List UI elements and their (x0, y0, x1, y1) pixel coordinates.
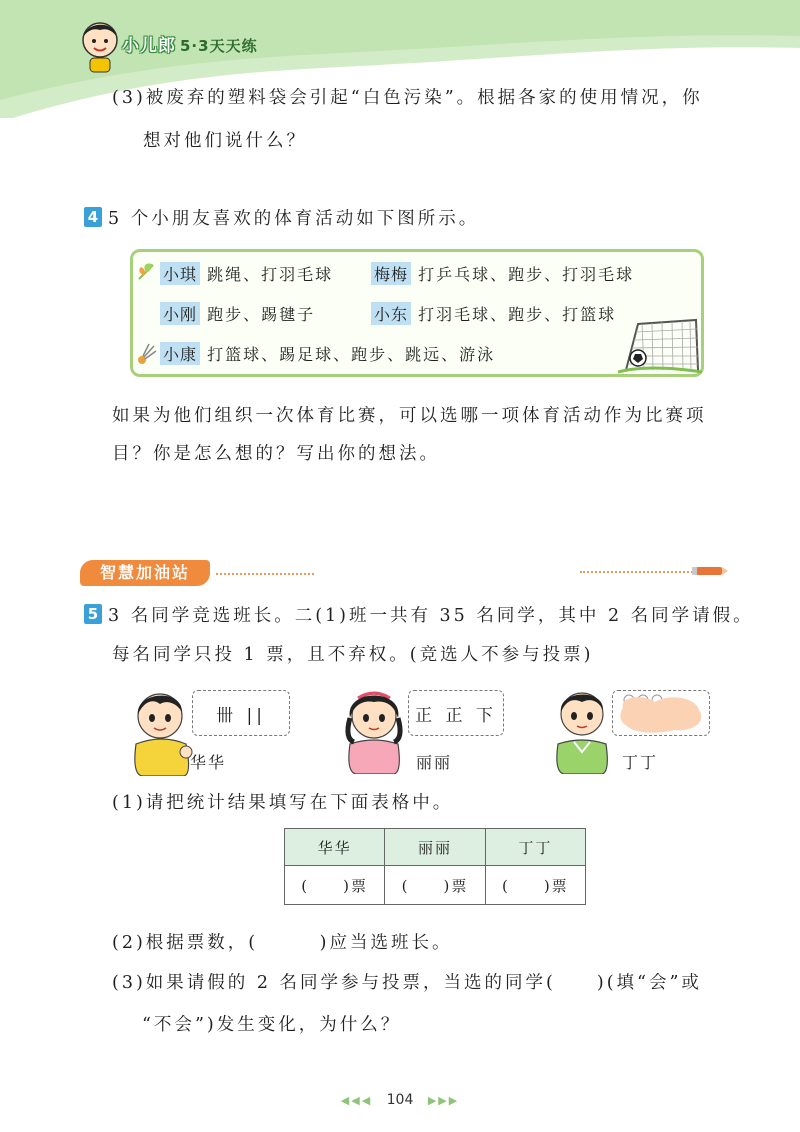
girl-lili-illustration (336, 682, 412, 774)
table-header-cell: 华华 (285, 829, 385, 866)
table-header-cell: 丁丁 (485, 829, 585, 866)
q3-part3-line1: (3)被废弃的塑料袋会引起“白色污染”。根据各家的使用情况，你 (112, 88, 703, 108)
page-number: 104 (386, 1092, 414, 1108)
section-banner: 智慧加油站 (80, 560, 210, 586)
vote-table (284, 828, 586, 905)
q4-stem-text: 5 个小朋友喜欢的体育活动如下图所示。 (108, 209, 480, 229)
right-arrows-icon: ▶▶▶ (427, 1094, 460, 1107)
kid-row-xiaokang (160, 342, 495, 365)
question-number-5: 5 (84, 604, 102, 624)
candidate-name-dingding: 丁丁 (622, 753, 659, 772)
tally-box-huahua: 卌 || (192, 690, 290, 736)
q5-line2: 每名同学只投 1 票，且不弃权。(竞选人不参与投票) (112, 645, 594, 665)
mascot-logo (78, 18, 122, 74)
table-header-row (285, 829, 586, 866)
kid-activities: 打篮球、踢足球、跑步、跳远、游泳 (207, 345, 496, 364)
question-number-4: 4 (84, 207, 102, 227)
q4-stem (84, 206, 479, 232)
left-arrows-icon: ◀◀◀ (340, 1094, 373, 1107)
kid-activities: 跑步、踢毽子 (207, 305, 316, 324)
q5-sub3-line2: “不会”)发生变化，为什么？ (142, 1015, 402, 1035)
kid-name-tag: 小刚 (160, 302, 200, 325)
banner-dotted-rule (216, 573, 314, 575)
table-header-cell: 丽丽 (385, 829, 485, 866)
kid-row-xiaogang (160, 302, 315, 325)
kid-row-meimei (371, 262, 634, 285)
brand-title (122, 31, 258, 56)
q3-part3-line2: 想对他们说什么？ (143, 131, 307, 151)
kid-activities: 打羽毛球、跑步、打篮球 (418, 305, 617, 324)
q5-sub3-line1: (3)如果请假的 2 名同学参与投票，当选的同学( )(填“会”或 (112, 973, 702, 993)
kid-row-xiaoqi (160, 262, 333, 285)
boy-huahua-illustration (122, 684, 200, 776)
kid-row-xiaodong (371, 302, 616, 325)
brand-series: 5·3天天练 (180, 37, 258, 55)
tally-box-dingding (612, 690, 710, 736)
kid-name-tag: 小康 (160, 342, 200, 365)
candidate-name-huahua: 华华 (190, 753, 227, 772)
smudge-cover (615, 692, 707, 734)
banner-dotted-rule-right (580, 571, 696, 573)
kid-name-tag: 小琪 (160, 262, 200, 285)
shuttlecock-icon (136, 342, 158, 366)
kid-activities: 跳绳、打羽毛球 (207, 265, 334, 284)
vote-count-blank[interactable]: ( )票 (485, 866, 585, 905)
kid-name-tag: 小东 (371, 302, 411, 325)
kid-activities: 打乒乓球、跑步、打羽毛球 (418, 265, 635, 284)
table-row (285, 866, 586, 905)
q5-line1-text: 3 名同学竞选班长。二(1)班一共有 35 名同学，其中 2 名同学请假。 (108, 606, 754, 626)
q4-question-line1: 如果为他们组织一次体育比赛，可以选哪一项体育活动作为比赛项 (112, 406, 707, 426)
q5-line1 (84, 603, 754, 629)
q5-sub1: (1)请把统计结果填写在下面表格中。 (112, 793, 454, 813)
q5-sub2: (2)根据票数，( )应当选班长。 (112, 933, 453, 953)
leaf-icon (136, 260, 158, 282)
brand-name: 小儿郎 (122, 36, 176, 56)
boy-dingding-illustration (546, 682, 618, 774)
kid-name-tag: 梅梅 (371, 262, 411, 285)
candidate-name-lili: 丽丽 (416, 753, 453, 772)
tally-box-lili: 正 正 下 (408, 690, 504, 736)
page-footer (0, 1092, 800, 1108)
vote-count-blank[interactable]: ( )票 (285, 866, 385, 905)
vote-count-blank[interactable]: ( )票 (385, 866, 485, 905)
pencil-icon (692, 564, 728, 578)
q4-question-line2: 目？你是怎么想的？写出你的想法。 (112, 444, 440, 464)
soccer-goal-icon (618, 314, 702, 374)
